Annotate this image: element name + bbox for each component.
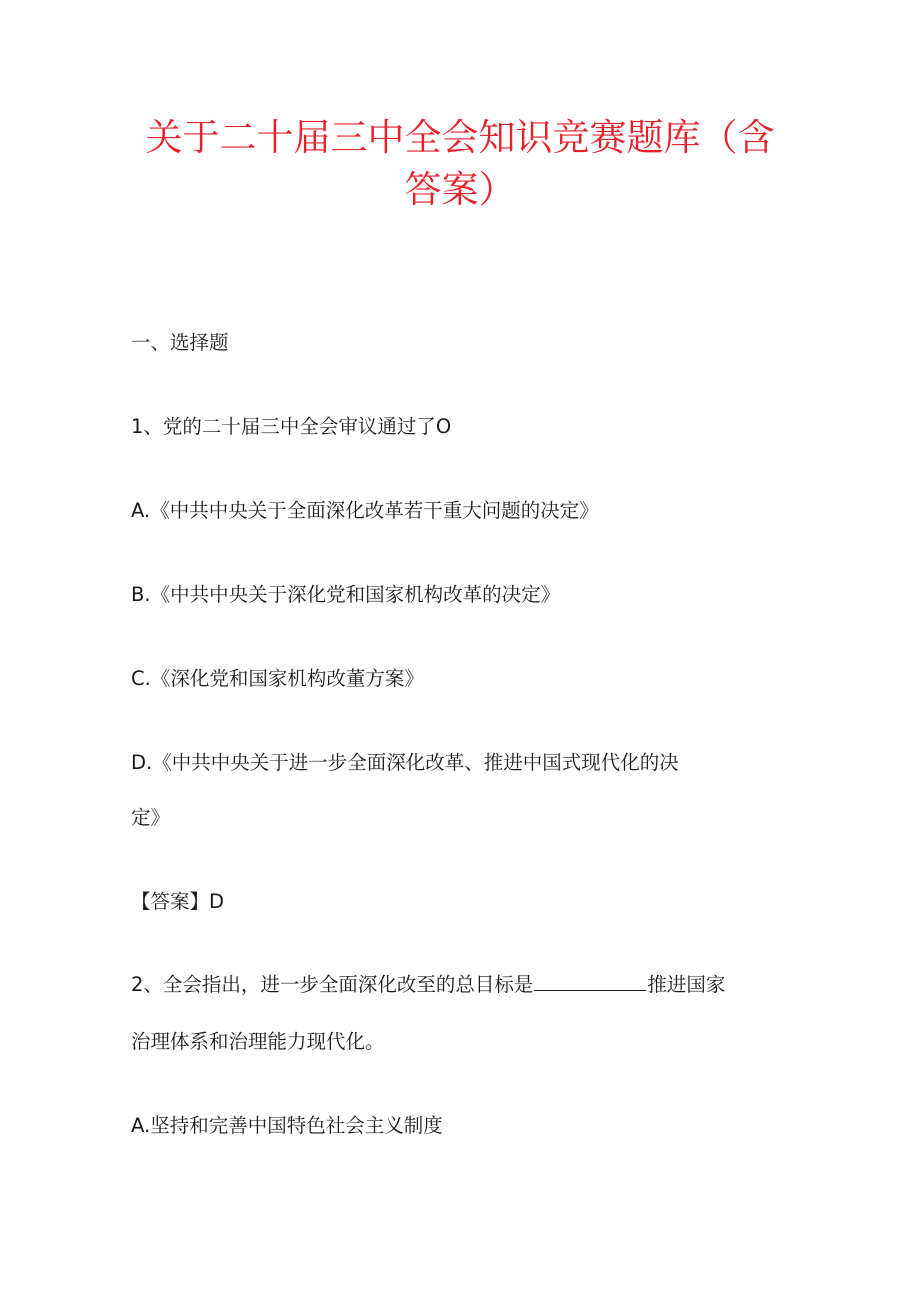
question-2-stem-line2: 治理体系和治理能力现代化。 [131, 1030, 385, 1053]
question-1-option-d-line1: D.《中共中央关于进一步全面深化改革、推进中国式现代化的决 [131, 751, 679, 774]
question-1-option-a: A.《中共中央关于全面深化改革若干重大问题的决定》 [131, 499, 599, 522]
question-1-option-b: B.《中共中央关于深化党和国家机构改革的决定》 [131, 583, 561, 606]
question-1-stem: 1、党的二十届三中全会审议通过了O [131, 415, 452, 438]
fill-in-blank [534, 972, 646, 991]
question-2-stem-part1: 2、全会指出，进一步全面深化改至的总目标是 [131, 973, 534, 996]
question-2-stem-line1 [131, 971, 725, 999]
question-1-option-d-line2: 定》 [131, 806, 171, 829]
question-2-option-a: A.坚持和完善中国特色社会主义制度 [131, 1114, 443, 1137]
document-title: 关于二十届三中全会知识竞赛题库（含答案） [145, 116, 775, 211]
question-1-option-c: C.《深化党和国家机构改董方案》 [131, 667, 424, 690]
question-1-answer: 【答案】D [131, 890, 225, 913]
section-heading: 一、选择题 [131, 331, 229, 354]
question-2-stem-part2: 推进国家 [647, 973, 726, 996]
